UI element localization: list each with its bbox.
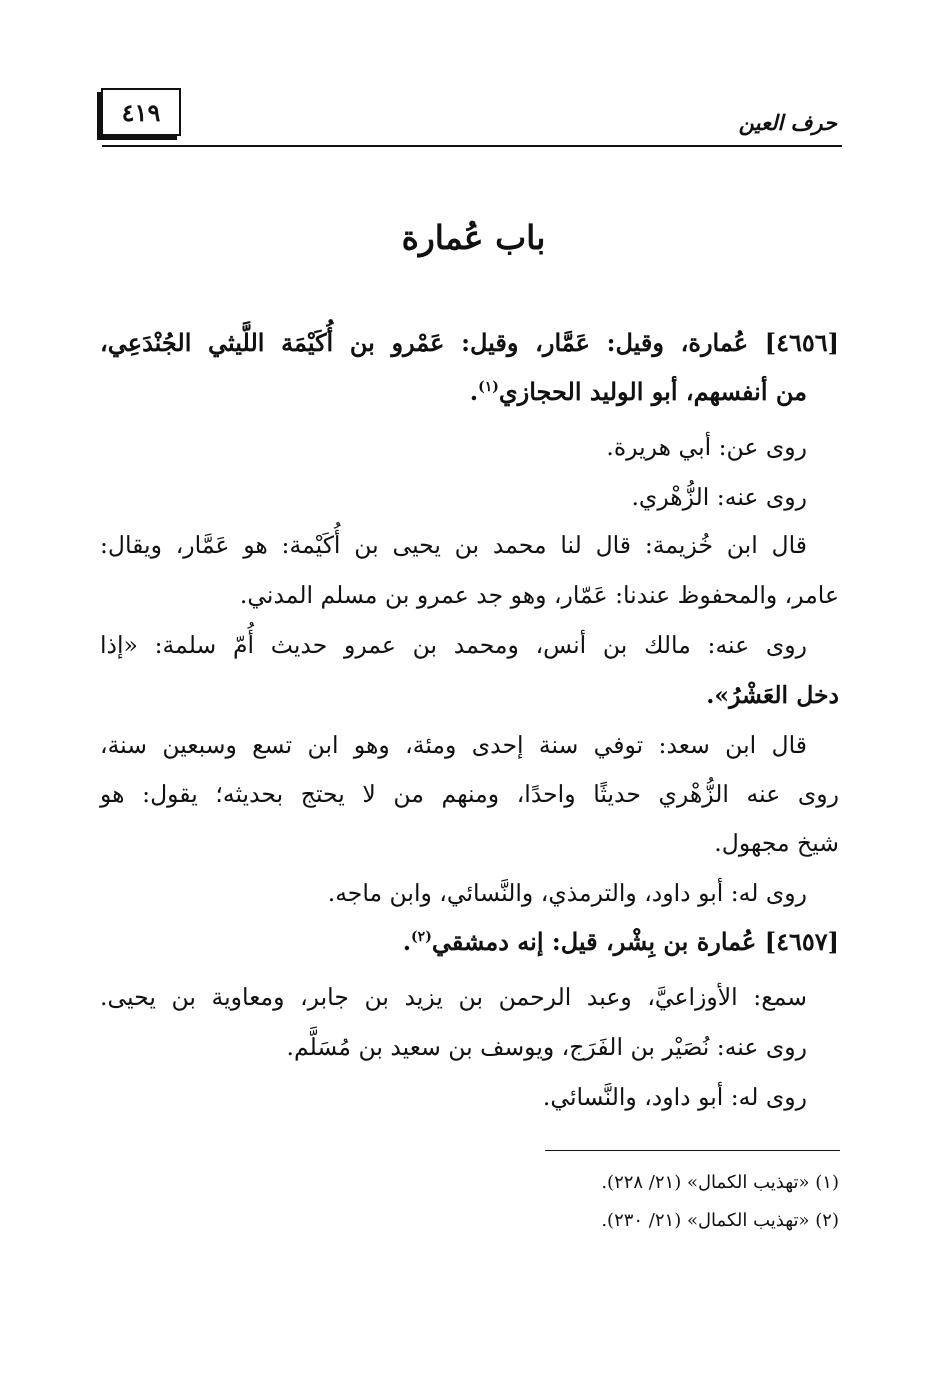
text-line: دخل العَشْرُ». xyxy=(706,681,839,709)
entry-heading-text: [٤٦٥٧] عُمارة بن بِشْر، قيل: إنه دمشقي xyxy=(431,927,839,956)
text-line: عامر، والمحفوظ عندنا: عَمّار، وهو جد عمرو بن مسلم المدني. xyxy=(239,581,839,609)
running-header: حرف العين xyxy=(738,110,837,135)
header-rule xyxy=(102,145,842,147)
text-line: شيخ مجهول. xyxy=(714,829,839,857)
footnote-ref: (٢) xyxy=(411,929,432,945)
entry-heading-line: [٤٦٥٦] عُمارة، وقيل: عَمَّار، وقيل: عَمْرو بن أُكَيْمَة اللَّيثي الجُنْدَعِي، xyxy=(100,328,839,357)
entry-heading-end: . xyxy=(402,927,412,956)
entry-heading-line xyxy=(403,925,839,961)
entry-heading-text: من أنفسهم، أبو الوليد الحجازي xyxy=(498,377,807,406)
text-line: روى عنه: الزُّهْري. xyxy=(631,483,807,511)
footnote: (١) «تهذيب الكمال» (٢١/ ٢٢٨). xyxy=(601,1172,839,1193)
footnote-rule xyxy=(545,1150,840,1151)
footnote: (٢) «تهذيب الكمال» (٢١/ ٢٣٠). xyxy=(601,1210,839,1231)
page-number: ٤١٩ xyxy=(101,88,181,136)
entry-heading-end: . xyxy=(469,377,479,406)
text-line: روى عنه الزُّهْري حديثًا واحدًا، ومنهم من لا يحتج بحديثه؛ يقول: هو xyxy=(100,780,839,808)
text-line: روى عنه: مالك بن أنس، ومحمد بن عمرو حديث أُمّ سلمة: «إذا xyxy=(100,631,807,659)
text-line: روى عن: أبي هريرة. xyxy=(606,433,807,461)
text-line: قال ابن خُزيمة: قال لنا محمد بن يحيى بن أُكَيْمة: هو عَمَّار، ويقال: xyxy=(100,531,807,559)
text-line: روى عنه: نُصَيْر بن الفَرَج، ويوسف بن سعيد بن مُسَلَّم. xyxy=(286,1033,807,1061)
text-line: روى له: أبو داود، والترمذي، والنَّسائي، وابن ماجه. xyxy=(327,879,807,907)
chapter-title: باب عُمارة xyxy=(401,218,546,257)
entry-heading-line xyxy=(470,375,807,411)
footnote-ref: (١) xyxy=(478,379,499,395)
text-line: قال ابن سعد: توفي سنة إحدى ومئة، وهو ابن تسع وسبعين سنة، xyxy=(100,731,807,759)
text-line: سمع: الأوزاعيَّ، وعبد الرحمن بن يزيد بن جابر، ومعاوية بن يحيى. xyxy=(100,983,807,1011)
text-line: روى له: أبو داود، والنَّسائي. xyxy=(542,1083,807,1111)
